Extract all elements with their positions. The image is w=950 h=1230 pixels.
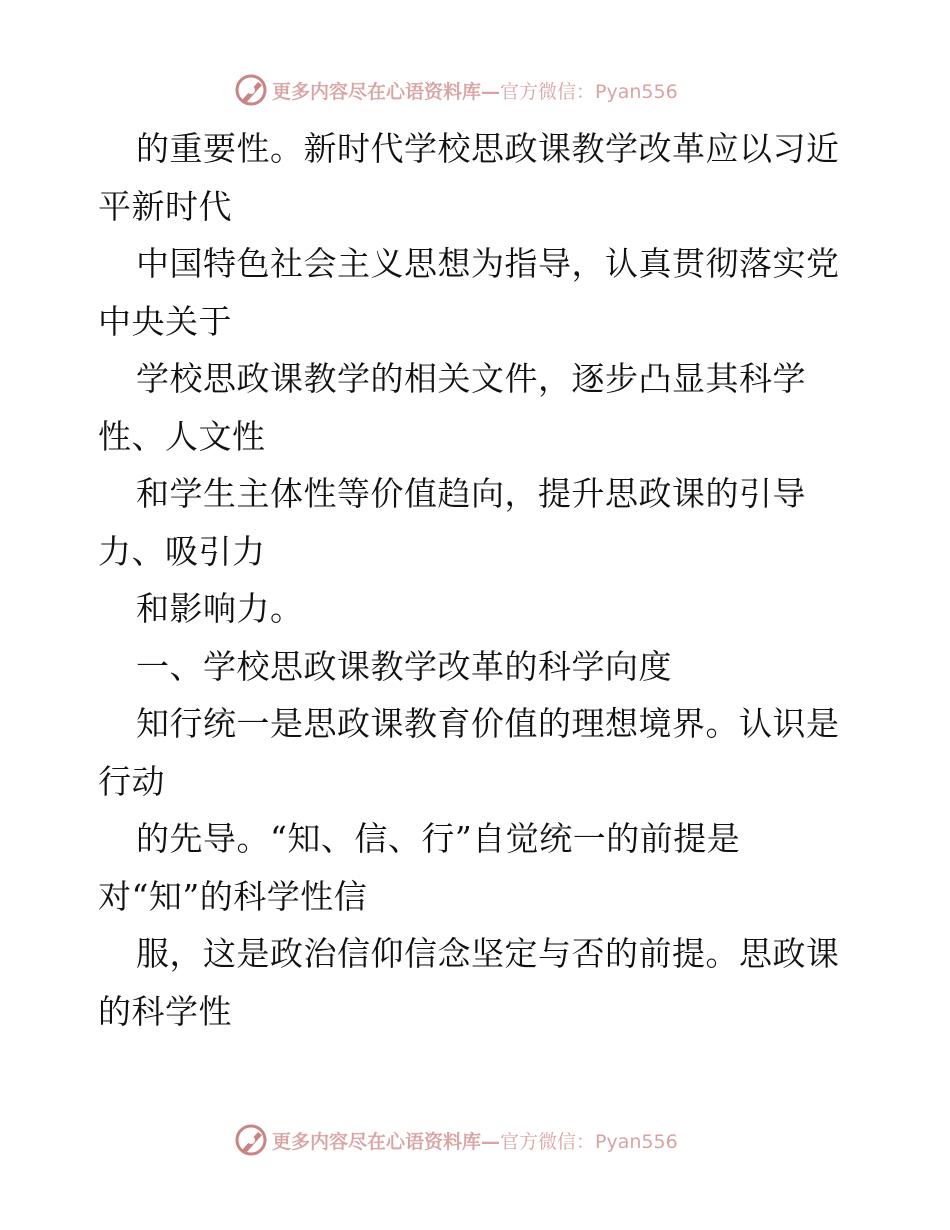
body-line: 的科学性 — [98, 991, 232, 1031]
pen-logo-icon — [234, 73, 268, 107]
section-heading: 一、学校思政课教学改革的科学向度 — [136, 646, 672, 686]
body-line: 平新时代 — [98, 186, 232, 226]
header-wechat-text: 官方微信：Pyan556 — [500, 80, 678, 103]
pen-logo-icon — [234, 1123, 268, 1157]
body-line: 学校思政课教学的相关文件，逐步凸显其科学 — [136, 359, 806, 398]
body-line: 力、吸引力 — [98, 531, 266, 571]
body-line: 的先导。“知、信、行”自觉统一的前提是 — [136, 819, 741, 858]
document-body — [98, 120, 858, 1040]
header-site-text: 更多内容尽在心语资料库— — [272, 80, 501, 103]
body-line: 服，这是政治信仰信念坚定与否的前提。思政课 — [136, 934, 840, 973]
body-line: 的重要性。新时代学校思政课教学改革应以习近 — [136, 129, 840, 168]
header-banner — [234, 73, 678, 107]
footer-banner — [234, 1123, 678, 1157]
body-line: 知行统一是思政课教育价值的理想境界。认识是 — [136, 704, 840, 743]
body-line: 行动 — [98, 761, 165, 801]
body-line: 中国特色社会主义思想为指导，认真贯彻落实党 — [136, 244, 840, 283]
body-line: 和学生主体性等价值趋向，提升思政课的引导 — [136, 474, 806, 513]
body-line: 中央关于 — [98, 301, 232, 341]
footer-wechat-text: 官方微信：Pyan556 — [500, 1130, 678, 1153]
body-line: 对“知”的科学性信 — [98, 876, 368, 916]
body-line: 和影响力。 — [136, 589, 304, 628]
body-line: 性、人文性 — [98, 416, 266, 456]
footer-site-text: 更多内容尽在心语资料库— — [272, 1130, 501, 1153]
